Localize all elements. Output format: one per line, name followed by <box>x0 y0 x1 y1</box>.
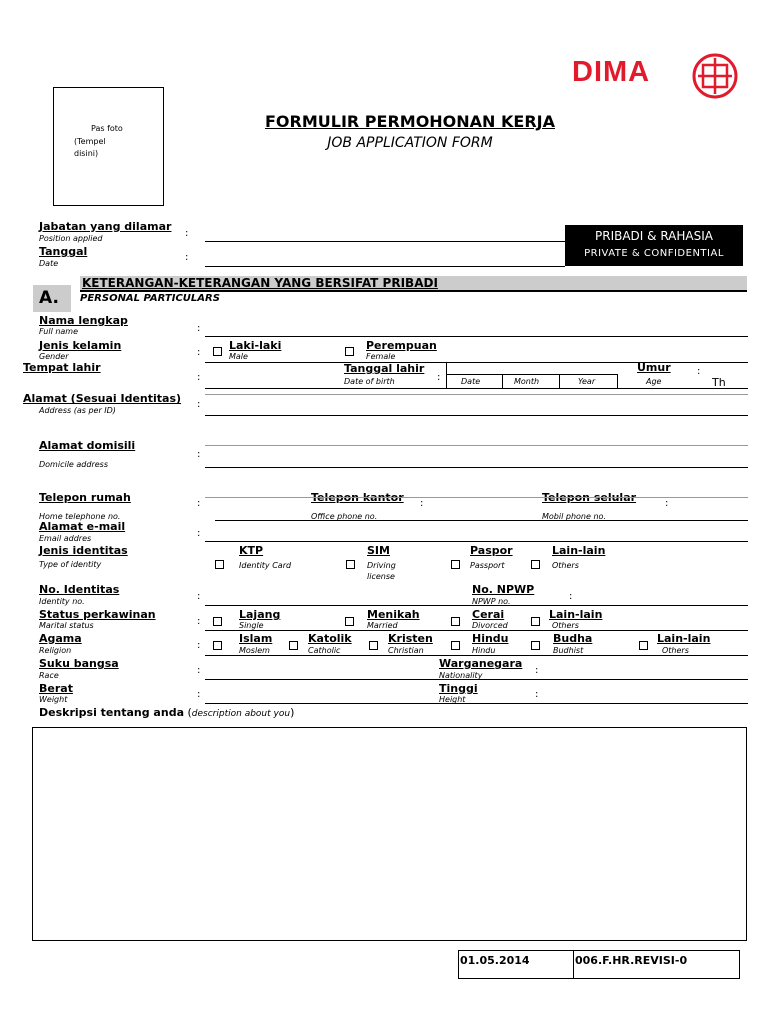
npwp-label: No. NPWP <box>472 583 535 596</box>
religion-sublabel: Religion <box>39 646 72 655</box>
email-sublabel: Email addres <box>39 534 92 543</box>
marital-other-checkbox[interactable] <box>531 617 540 626</box>
mobile-colon: : <box>665 498 669 509</box>
religion-hindu-checkbox[interactable] <box>451 641 460 650</box>
form-title: FORMULIR PERMOHONAN KERJA <box>264 112 555 131</box>
birthplace-colon: : <box>197 372 201 383</box>
marital-line <box>205 630 748 631</box>
npwp-colon: : <box>569 591 573 602</box>
religion-other-sublabel: Others <box>662 646 689 655</box>
office-phone-sublabel: Office phone no. <box>311 512 378 521</box>
description-paren-close: ) <box>290 706 295 719</box>
gender-colon: : <box>197 347 201 358</box>
domicile-label: Alamat domisili <box>39 439 136 452</box>
id-no-colon: : <box>197 591 201 602</box>
form-subtitle: JOB APPLICATION FORM <box>327 135 493 151</box>
marital-divorced-sublabel: Divorced <box>472 621 508 630</box>
height-sublabel: Height <box>439 695 466 704</box>
id-sim-checkbox[interactable] <box>346 560 355 569</box>
confidential-subtitle: PRIVATE & CONFIDENTIAL <box>584 248 724 259</box>
race-input-line[interactable] <box>205 679 748 680</box>
gender-sublabel: Gender <box>39 352 69 361</box>
domicile-colon: : <box>197 449 201 460</box>
religion-kristen-checkbox[interactable] <box>369 641 378 650</box>
domicile-sublabel: Domicile address <box>39 460 108 469</box>
address-id-sublabel: Address (as per ID) <box>39 406 116 415</box>
marital-other-label: Lain-lain <box>549 608 603 621</box>
confidential-box <box>565 225 743 266</box>
nationality-colon: : <box>535 665 539 676</box>
religion-katolik-checkbox[interactable] <box>289 641 298 650</box>
id-ktp-label: KTP <box>239 544 264 557</box>
marital-married-checkbox[interactable] <box>345 617 354 626</box>
marital-single-sublabel: Single <box>239 621 264 630</box>
mobile-sublabel: Mobil phone no. <box>542 512 606 521</box>
age-label: Umur <box>637 361 671 374</box>
birthdate-sublabel: Date of birth <box>344 377 395 386</box>
id-paspor-label: Paspor <box>470 544 513 557</box>
marital-colon: : <box>197 616 201 627</box>
home-phone-colon: : <box>197 498 201 509</box>
birthdate-grid[interactable] <box>446 374 618 388</box>
full-name-colon: : <box>197 323 201 334</box>
id-no-sublabel: Identity no. <box>39 597 85 606</box>
religion-katolik-sublabel: Catholic <box>308 646 341 655</box>
gender-female-label: Perempuan <box>366 339 437 352</box>
religion-label: Agama <box>39 632 82 645</box>
birthdate-colon: : <box>437 372 441 383</box>
email-label: Alamat e-mail <box>39 520 126 533</box>
email-input-line[interactable] <box>205 541 748 542</box>
religion-islam-checkbox[interactable] <box>213 641 222 650</box>
birthdate-date-label: Date <box>461 377 481 386</box>
marital-other-sublabel: Others <box>552 621 579 630</box>
religion-other-checkbox[interactable] <box>639 641 648 650</box>
weight-sublabel: Weight <box>39 695 68 704</box>
marital-divorced-label: Cerai <box>472 608 505 621</box>
section-title: KETERANGAN-KETERANGAN YANG BERSIFAT PRIBADI <box>82 276 438 290</box>
religion-line <box>205 655 748 656</box>
section-subtitle: PERSONAL PARTICULARS <box>80 293 220 304</box>
age-colon: : <box>697 366 701 377</box>
address-id-colon: : <box>197 399 201 410</box>
full-name-sublabel: Full name <box>39 327 79 336</box>
phone-input-line[interactable] <box>215 520 748 521</box>
nationality-label: Warganegara <box>439 657 523 670</box>
marital-married-label: Menikah <box>367 608 420 621</box>
id-sim-sublabel-1: Driving <box>367 561 396 570</box>
id-paspor-checkbox[interactable] <box>451 560 460 569</box>
office-phone-colon: : <box>420 498 424 509</box>
id-sim-label: SIM <box>367 544 390 557</box>
religion-hindu-label: Hindu <box>472 632 509 645</box>
address-id-label: Alamat (Sesuai Identitas) <box>23 392 182 405</box>
race-label: Suku bangsa <box>39 657 119 670</box>
domicile-top-line <box>205 445 748 446</box>
section-letter: A. <box>39 288 59 308</box>
marital-sublabel: Marital status <box>39 621 94 630</box>
gender-female-sublabel: Female <box>366 352 396 361</box>
marital-single-label: Lajang <box>239 608 281 621</box>
photo-text-2: (Tempel <box>74 137 106 146</box>
gender-male-label: Laki-laki <box>229 339 282 352</box>
section-title-bar <box>80 276 747 292</box>
office-phone-label: Telepon kantor <box>311 491 404 504</box>
id-no-label: No. Identitas <box>39 583 120 596</box>
date-sublabel: Date <box>39 259 59 268</box>
birthplace-input-line[interactable] <box>205 388 748 389</box>
birthdate-month-label: Month <box>514 377 540 386</box>
birthdate-label: Tanggal lahir <box>344 362 425 375</box>
date-label: Tanggal <box>39 245 88 258</box>
npwp-sublabel: NPWP no. <box>472 597 511 606</box>
description-paren-open: ( <box>187 706 192 719</box>
description-heading <box>39 706 294 719</box>
id-sim-sublabel-2: license <box>367 572 395 581</box>
footer-box <box>458 950 740 979</box>
company-logo <box>572 50 747 102</box>
height-colon: : <box>535 689 539 700</box>
photo-text-1: Pas foto <box>91 124 123 133</box>
religion-budha-label: Budha <box>553 632 593 645</box>
height-label: Tinggi <box>439 682 478 695</box>
address-id-input-line[interactable] <box>205 415 748 416</box>
religion-hindu-sublabel: Hindu <box>472 646 496 655</box>
id-other-checkbox[interactable] <box>531 560 540 569</box>
birthdate-divider <box>446 362 447 374</box>
weight-colon: : <box>197 689 201 700</box>
weight-label: Berat <box>39 682 73 695</box>
marital-married-sublabel: Married <box>367 621 398 630</box>
id-ktp-sublabel: Identity Card <box>239 561 292 570</box>
religion-kristen-sublabel: Christian <box>388 646 424 655</box>
position-label: Jabatan yang dilamar <box>39 220 172 233</box>
id-type-sublabel: Type of identity <box>39 560 102 569</box>
date-colon: : <box>185 252 189 263</box>
id-ktp-checkbox[interactable] <box>215 560 224 569</box>
marital-single-checkbox[interactable] <box>213 617 222 626</box>
mobile-label: Telepon selular <box>542 491 637 504</box>
address-id-top-line <box>205 394 748 395</box>
gender-male-checkbox[interactable] <box>213 347 222 356</box>
full-name-input-line[interactable] <box>205 336 748 337</box>
section-letter-box <box>33 285 71 312</box>
marital-divorced-checkbox[interactable] <box>451 617 460 626</box>
race-sublabel: Race <box>39 671 59 680</box>
description-label: Deskripsi tentang anda <box>39 706 184 719</box>
age-unit: Th <box>712 376 726 389</box>
religion-budha-sublabel: Budhist <box>553 646 584 655</box>
position-sublabel: Position applied <box>39 234 103 243</box>
full-name-label: Nama lengkap <box>39 314 128 327</box>
id-type-label: Jenis identitas <box>39 544 128 557</box>
religion-budha-checkbox[interactable] <box>531 641 540 650</box>
confidential-title: PRIBADI & RAHASIA <box>595 229 713 243</box>
home-phone-sublabel: Home telephone no. <box>39 512 121 521</box>
birthdate-year-label: Year <box>578 377 596 386</box>
id-paspor-sublabel: Passport <box>470 561 505 570</box>
religion-colon: : <box>197 640 201 651</box>
id-other-label: Lain-lain <box>552 544 606 557</box>
position-input-line[interactable] <box>205 241 565 242</box>
id-other-sublabel: Others <box>552 561 579 570</box>
religion-other-label: Lain-lain <box>657 632 711 645</box>
description-textarea[interactable] <box>32 727 747 941</box>
email-colon: : <box>197 528 201 539</box>
gender-female-checkbox[interactable] <box>345 347 354 356</box>
logo-text: DIMA <box>572 56 651 88</box>
logo-emblem-icon <box>688 50 742 102</box>
nationality-sublabel: Nationality <box>439 671 483 680</box>
birthplace-label: Tempat lahir <box>23 361 101 374</box>
footer-code: 006.F.HR.REVISI-0 <box>575 954 688 967</box>
home-phone-label: Telepon rumah <box>39 491 131 504</box>
description-sublabel: description about you <box>191 709 291 719</box>
phone-top-line <box>205 497 748 498</box>
position-colon: : <box>185 228 189 239</box>
age-sublabel: Age <box>646 377 662 386</box>
religion-islam-label: Islam <box>239 632 273 645</box>
marital-label: Status perkawinan <box>39 608 156 621</box>
gender-label: Jenis kelamin <box>39 339 122 352</box>
date-input-line[interactable] <box>205 266 565 267</box>
gender-male-sublabel: Male <box>229 352 248 361</box>
religion-islam-sublabel: Moslem <box>239 646 270 655</box>
footer-date: 01.05.2014 <box>460 954 530 967</box>
race-colon: : <box>197 665 201 676</box>
photo-text-3: disini) <box>74 149 99 158</box>
religion-katolik-label: Katolik <box>308 632 352 645</box>
domicile-input-line[interactable] <box>205 467 748 468</box>
weight-input-line[interactable] <box>205 703 748 704</box>
photo-box <box>53 87 164 206</box>
religion-kristen-label: Kristen <box>388 632 433 645</box>
id-no-input-line[interactable] <box>205 605 748 606</box>
